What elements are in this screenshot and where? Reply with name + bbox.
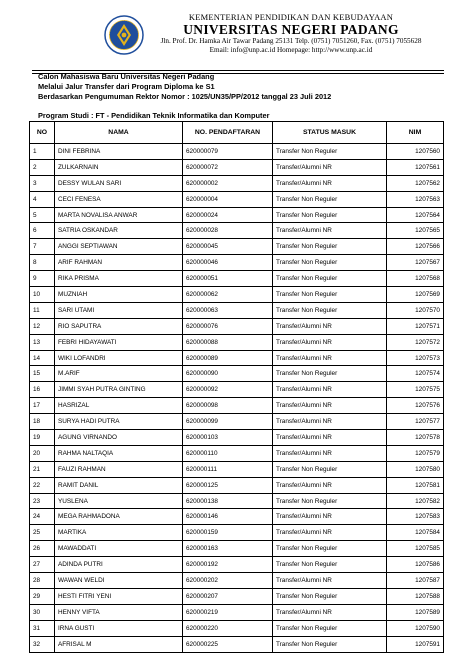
cell-no: 1: [30, 144, 55, 160]
cell-nama: MARTIKA: [55, 525, 183, 541]
table-row: [30, 382, 444, 398]
cell-no-pendaftaran: 620000004: [183, 191, 273, 207]
cell-nim: 1207574: [387, 366, 444, 382]
intro-line-1: Calon Mahasiswa Baru Universitas Negeri Padang: [38, 72, 215, 81]
cell-no-pendaftaran: 620000146: [183, 509, 273, 525]
cell-no: 14: [30, 350, 55, 366]
cell-nama: MAWADDATI: [55, 541, 183, 557]
cell-status-masuk: Transfer/Alumni NR: [273, 445, 387, 461]
cell-no-pendaftaran: 620000225: [183, 636, 273, 652]
cell-no: 24: [30, 509, 55, 525]
cell-no: 12: [30, 318, 55, 334]
cell-no-pendaftaran: 620000092: [183, 382, 273, 398]
cell-nama: RAHMA NALTAQIA: [55, 445, 183, 461]
cell-no-pendaftaran: 620000207: [183, 588, 273, 604]
cell-nim: 1207567: [387, 255, 444, 271]
cell-nama: MEGA RAHMADONA: [55, 509, 183, 525]
cell-nama: FEBRI HIDAYAWATI: [55, 334, 183, 350]
announcement-intro: [38, 72, 438, 102]
cell-nama: MUZNIAH: [55, 287, 183, 303]
cell-nim: 1207560: [387, 144, 444, 160]
cell-no: 17: [30, 398, 55, 414]
cell-nama: HESTI FITRI YENI: [55, 588, 183, 604]
cell-nim: 1207580: [387, 461, 444, 477]
cell-nim: 1207588: [387, 588, 444, 604]
cell-no-pendaftaran: 620000024: [183, 207, 273, 223]
cell-status-masuk: Transfer/Alumni NR: [273, 525, 387, 541]
table-row: [30, 223, 444, 239]
cell-no: 7: [30, 239, 55, 255]
cell-nama: SARI UTAMI: [55, 302, 183, 318]
cell-no: 11: [30, 302, 55, 318]
cell-nim: 1207565: [387, 223, 444, 239]
cell-no-pendaftaran: 620000062: [183, 287, 273, 303]
cell-nim: 1207563: [387, 191, 444, 207]
university-address: Jln. Prof. Dr. Hamka Air Tawar Padang 25131 Telp. (0751) 7051260, Fax. (0751) 7055628: [160, 37, 422, 45]
cell-nim: 1207566: [387, 239, 444, 255]
cell-status-masuk: Transfer Non Reguler: [273, 620, 387, 636]
table-row: [30, 509, 444, 525]
table-row: [30, 302, 444, 318]
letterhead-rule-thick: [32, 70, 444, 71]
cell-nim: 1207562: [387, 175, 444, 191]
cell-status-masuk: Transfer/Alumni NR: [273, 334, 387, 350]
cell-no: 13: [30, 334, 55, 350]
table-row: [30, 287, 444, 303]
table-body: [30, 144, 444, 653]
cell-nama: AGUNG VIRNANDO: [55, 430, 183, 446]
table-row: [30, 144, 444, 160]
table-row: [30, 191, 444, 207]
cell-nama: ARIF RAHMAN: [55, 255, 183, 271]
cell-nim: 1207582: [387, 493, 444, 509]
cell-no-pendaftaran: 620000110: [183, 445, 273, 461]
header-nim: NIM: [387, 122, 444, 144]
cell-status-masuk: Transfer Non Reguler: [273, 588, 387, 604]
cell-no: 16: [30, 382, 55, 398]
cell-no: 9: [30, 271, 55, 287]
cell-no: 15: [30, 366, 55, 382]
ministry-name: KEMENTERIAN PENDIDIKAN DAN KEBUDAYAAN: [188, 12, 394, 22]
cell-nim: 1207569: [387, 287, 444, 303]
cell-status-masuk: Transfer Non Reguler: [273, 541, 387, 557]
cell-no: 3: [30, 175, 55, 191]
table-row: [30, 620, 444, 636]
letterhead: [0, 12, 452, 68]
cell-no: 4: [30, 191, 55, 207]
table-row: [30, 255, 444, 271]
cell-no-pendaftaran: 620000111: [183, 461, 273, 477]
cell-status-masuk: Transfer/Alumni NR: [273, 509, 387, 525]
cell-no-pendaftaran: 620000163: [183, 541, 273, 557]
table-row: [30, 175, 444, 191]
cell-no: 10: [30, 287, 55, 303]
cell-nama: WAWAN WELDI: [55, 573, 183, 589]
cell-nim: 1207576: [387, 398, 444, 414]
program-title: Program Studi : FT - Pendidikan Teknik Informatika dan Komputer: [38, 111, 270, 120]
cell-status-masuk: Transfer Non Reguler: [273, 144, 387, 160]
cell-nama: IRNA GUSTI: [55, 620, 183, 636]
intro-line-2: Melalui Jalur Transfer dari Program Diploma ke S1: [38, 82, 215, 91]
university-contact: Email: info@unp.ac.id Homepage: http://www.unp.ac.id: [209, 46, 373, 54]
cell-no: 21: [30, 461, 55, 477]
cell-nim: 1207577: [387, 414, 444, 430]
cell-status-masuk: Transfer/Alumni NR: [273, 398, 387, 414]
cell-no: 25: [30, 525, 55, 541]
header-no: NO: [30, 122, 55, 144]
cell-status-masuk: Transfer/Alumni NR: [273, 382, 387, 398]
cell-nama: SATRIA OSKANDAR: [55, 223, 183, 239]
cell-no-pendaftaran: 620000219: [183, 604, 273, 620]
cell-no-pendaftaran: 620000125: [183, 477, 273, 493]
cell-nim: 1207586: [387, 557, 444, 573]
table-row: [30, 366, 444, 382]
cell-no-pendaftaran: 620000051: [183, 271, 273, 287]
table-row: [30, 445, 444, 461]
table-row: [30, 604, 444, 620]
cell-status-masuk: Transfer/Alumni NR: [273, 159, 387, 175]
cell-status-masuk: Transfer/Alumni NR: [273, 430, 387, 446]
table-row: [30, 159, 444, 175]
cell-nama: ZULKARNAIN: [55, 159, 183, 175]
cell-no: 22: [30, 477, 55, 493]
cell-no-pendaftaran: 620000028: [183, 223, 273, 239]
cell-nim: 1207568: [387, 271, 444, 287]
cell-nim: 1207572: [387, 334, 444, 350]
header-status-masuk: STATUS MASUK: [273, 122, 387, 144]
cell-no: 31: [30, 620, 55, 636]
cell-no: 28: [30, 573, 55, 589]
cell-nim: 1207587: [387, 573, 444, 589]
cell-nim: 1207561: [387, 159, 444, 175]
table-row: [30, 430, 444, 446]
student-table: [29, 121, 444, 653]
table-row: [30, 414, 444, 430]
cell-nama: RIKA PRISMA: [55, 271, 183, 287]
cell-nim: 1207571: [387, 318, 444, 334]
cell-status-masuk: Transfer Non Reguler: [273, 255, 387, 271]
cell-nim: 1207579: [387, 445, 444, 461]
table-row: [30, 239, 444, 255]
table-row: [30, 525, 444, 541]
table-row: [30, 588, 444, 604]
table-row: [30, 493, 444, 509]
cell-nim: 1207581: [387, 477, 444, 493]
cell-nim: 1207578: [387, 430, 444, 446]
table-row: [30, 461, 444, 477]
cell-status-masuk: Transfer Non Reguler: [273, 557, 387, 573]
cell-status-masuk: Transfer/Alumni NR: [273, 318, 387, 334]
table-row: [30, 636, 444, 652]
cell-status-masuk: Transfer Non Reguler: [273, 493, 387, 509]
cell-no-pendaftaran: 620000099: [183, 414, 273, 430]
cell-status-masuk: Transfer Non Reguler: [273, 302, 387, 318]
cell-no: 30: [30, 604, 55, 620]
cell-nama: DINI FEBRINA: [55, 144, 183, 160]
cell-no-pendaftaran: 620000138: [183, 493, 273, 509]
cell-nim: 1207584: [387, 525, 444, 541]
cell-no-pendaftaran: 620000159: [183, 525, 273, 541]
cell-nim: 1207591: [387, 636, 444, 652]
cell-nama: WIKI LOFANDRI: [55, 350, 183, 366]
cell-nama: RAMIT DANIL: [55, 477, 183, 493]
cell-nama: M.ARIF: [55, 366, 183, 382]
cell-no: 6: [30, 223, 55, 239]
cell-no: 5: [30, 207, 55, 223]
cell-status-masuk: Transfer Non Reguler: [273, 239, 387, 255]
cell-nama: ADINDA PUTRI: [55, 557, 183, 573]
cell-nama: FAUZI RAHMAN: [55, 461, 183, 477]
cell-status-masuk: Transfer/Alumni NR: [273, 604, 387, 620]
cell-no: 26: [30, 541, 55, 557]
cell-no: 2: [30, 159, 55, 175]
cell-status-masuk: Transfer/Alumni NR: [273, 573, 387, 589]
cell-status-masuk: Transfer/Alumni NR: [273, 223, 387, 239]
cell-no-pendaftaran: 620000076: [183, 318, 273, 334]
cell-nim: 1207590: [387, 620, 444, 636]
cell-no-pendaftaran: 620000192: [183, 557, 273, 573]
cell-no-pendaftaran: 620000088: [183, 334, 273, 350]
cell-no: 27: [30, 557, 55, 573]
cell-status-masuk: Transfer Non Reguler: [273, 271, 387, 287]
cell-no-pendaftaran: 620000089: [183, 350, 273, 366]
cell-nim: 1207583: [387, 509, 444, 525]
intro-line-3: Berdasarkan Pengumuman Rektor Nomor : 1025/UN35/PP/2012 tanggal 23 Juli 2012: [38, 92, 332, 101]
cell-no-pendaftaran: 620000098: [183, 398, 273, 414]
cell-no: 8: [30, 255, 55, 271]
cell-no-pendaftaran: 620000090: [183, 366, 273, 382]
cell-no-pendaftaran: 620000045: [183, 239, 273, 255]
cell-status-masuk: Transfer/Alumni NR: [273, 477, 387, 493]
cell-nama: RIO SAPUTRA: [55, 318, 183, 334]
cell-no-pendaftaran: 620000072: [183, 159, 273, 175]
cell-nama: AFRISAL M: [55, 636, 183, 652]
cell-no-pendaftaran: 620000046: [183, 255, 273, 271]
cell-nama: SURYA HADI PUTRA: [55, 414, 183, 430]
table-header-row: [30, 122, 444, 144]
cell-nim: 1207589: [387, 604, 444, 620]
cell-no-pendaftaran: 620000103: [183, 430, 273, 446]
university-name: UNIVERSITAS NEGERI PADANG: [183, 22, 399, 37]
cell-no: 29: [30, 588, 55, 604]
cell-status-masuk: Transfer Non Reguler: [273, 366, 387, 382]
table-row: [30, 271, 444, 287]
cell-nim: 1207575: [387, 382, 444, 398]
table-row: [30, 541, 444, 557]
cell-nama: HENNY VIFTA: [55, 604, 183, 620]
cell-nama: DESSY WULAN SARI: [55, 175, 183, 191]
table-row: [30, 477, 444, 493]
cell-nim: 1207573: [387, 350, 444, 366]
cell-no: 32: [30, 636, 55, 652]
table-row: [30, 318, 444, 334]
cell-no-pendaftaran: 620000002: [183, 175, 273, 191]
table-row: [30, 398, 444, 414]
cell-nama: ANGGI SEPTIAWAN: [55, 239, 183, 255]
cell-no-pendaftaran: 620000202: [183, 573, 273, 589]
cell-no: 18: [30, 414, 55, 430]
cell-no: 19: [30, 430, 55, 446]
table-row: [30, 557, 444, 573]
cell-no-pendaftaran: 620000063: [183, 302, 273, 318]
cell-nama: HASRIZAL: [55, 398, 183, 414]
cell-nama: YUSLENA: [55, 493, 183, 509]
table-row: [30, 207, 444, 223]
cell-status-masuk: Transfer Non Reguler: [273, 207, 387, 223]
cell-nim: 1207564: [387, 207, 444, 223]
cell-status-masuk: Transfer/Alumni NR: [273, 414, 387, 430]
cell-nim: 1207585: [387, 541, 444, 557]
cell-status-masuk: Transfer Non Reguler: [273, 636, 387, 652]
cell-no-pendaftaran: 620000079: [183, 144, 273, 160]
cell-nim: 1207570: [387, 302, 444, 318]
cell-no: 20: [30, 445, 55, 461]
cell-status-masuk: Transfer/Alumni NR: [273, 350, 387, 366]
cell-status-masuk: Transfer/Alumni NR: [273, 175, 387, 191]
cell-status-masuk: Transfer Non Reguler: [273, 287, 387, 303]
table-row: [30, 334, 444, 350]
cell-no: 23: [30, 493, 55, 509]
table-row: [30, 350, 444, 366]
cell-nama: JIMMI SYAH PUTRA GINTING: [55, 382, 183, 398]
cell-status-masuk: Transfer Non Reguler: [273, 461, 387, 477]
cell-status-masuk: Transfer Non Reguler: [273, 191, 387, 207]
header-nama: NAMA: [55, 122, 183, 144]
cell-no-pendaftaran: 620000220: [183, 620, 273, 636]
cell-nama: CECI FENESA: [55, 191, 183, 207]
header-no-pendaftaran: NO. PENDAFTARAN: [183, 122, 273, 144]
cell-nama: MARTA NOVALISA ANWAR: [55, 207, 183, 223]
table-row: [30, 573, 444, 589]
